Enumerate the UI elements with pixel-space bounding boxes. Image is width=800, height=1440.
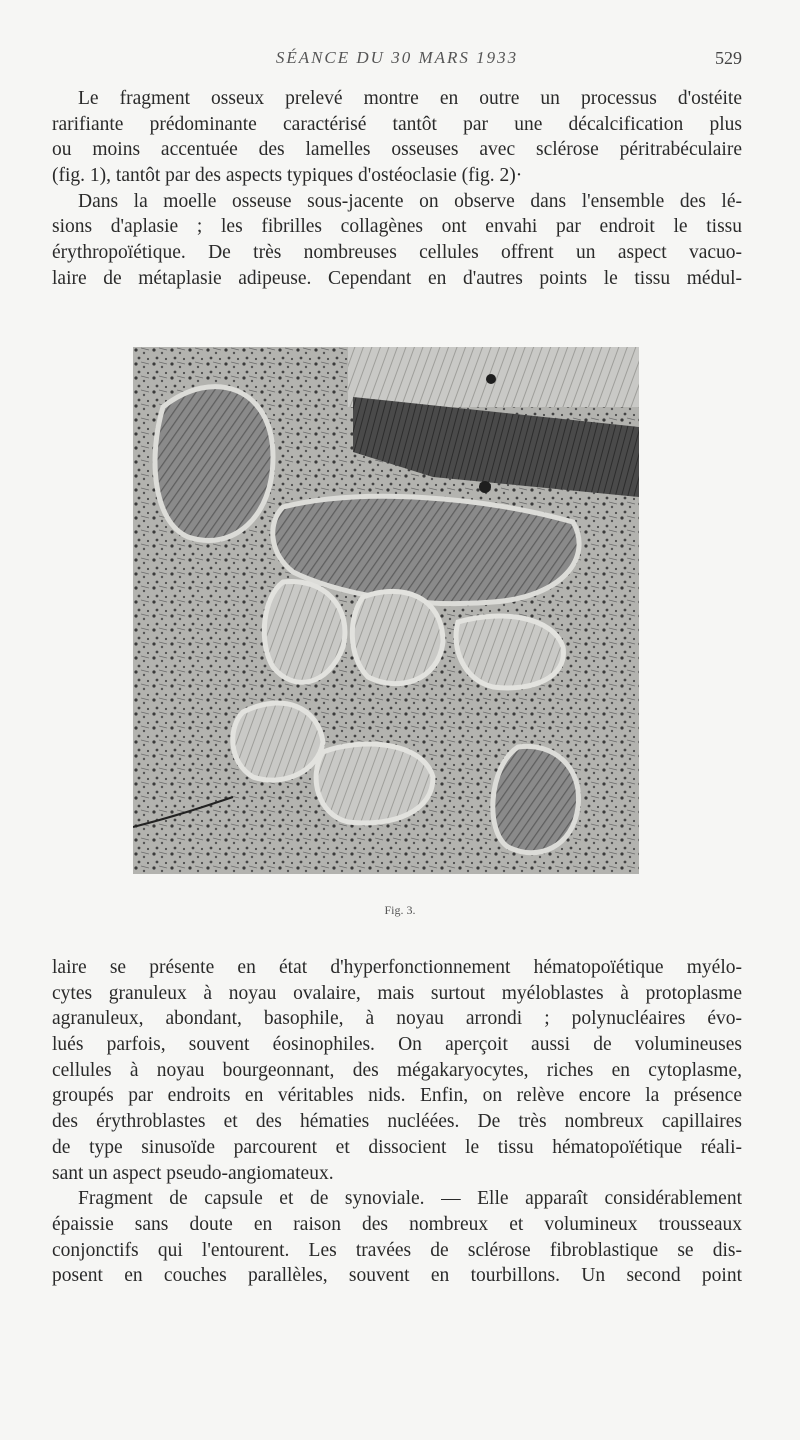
page-number: 529	[715, 48, 742, 68]
text-line: agranuleux, abondant, basophile, à noyau arrondi ; polynucléaires évo-	[52, 1008, 742, 1030]
bone-lamella-left	[155, 387, 273, 541]
bone-lamella-lower-right	[493, 746, 579, 852]
text-line: érythropoïétique. De très nombreuses cellules offrent un aspect vacuo-	[52, 242, 742, 264]
text-line: (fig. 1), tantôt par des aspects typiques d'ostéoclasie (fig. 2)·	[52, 165, 523, 187]
text-line: laire de métaplasie adipeuse. Cependant en d'autres points le tissu médul-	[52, 267, 742, 289]
text-line: de type sinusoïde parcourent et dissocient le tissu hématopoïétique réali-	[52, 1136, 742, 1158]
text-line: laire se présente en état d'hyperfonctionnement hématopoïétique myélo-	[52, 957, 742, 978]
running-head: SÉANCE DU 30 MARS 1933	[275, 48, 519, 67]
bone-lamella-lower-middle	[316, 744, 433, 823]
text-line: rarifiante prédominante caractérisé tantôt par une décalcification plus	[52, 113, 742, 135]
text-line: cytes granuleux à noyau ovalaire, mais surtout myéloblastes à protoplasme	[52, 982, 742, 1004]
text-line: ou moins accentuée des lamelles osseuses avec sclérose péritrabéculaire	[52, 139, 742, 161]
text-line: sions d'aplasie ; les fibrilles collagènes ont envahi par endroit le tissu	[52, 216, 742, 238]
dark-cell-cluster	[479, 481, 491, 493]
top-text-block	[52, 86, 742, 292]
text-line: sant un aspect pseudo-angiomateux.	[52, 1162, 334, 1184]
text-line: groupés par endroits en véritables nids. Enfin, on relève encore la présence	[52, 1085, 742, 1107]
text-line: des érythroblastes et des hématies nucléées. De très nombreux capillaires	[52, 1111, 742, 1133]
figure-micrograph	[133, 347, 639, 874]
bone-lamella-middle-left	[264, 581, 345, 682]
text-line: épaissie sans doute en raison des nombreux et volumineux trousseaux	[52, 1213, 742, 1235]
text-line: Fragment de capsule et de synoviale. — Elle apparaît considérablement	[78, 1188, 742, 1210]
text-line: Dans la moelle osseuse sous-jacente on observe dans l'ensemble des lé-	[78, 190, 742, 212]
bone-lamella-right	[456, 616, 563, 688]
text-line: cellules à noyau bourgeonnant, des mégakaryocytes, riches en cytoplasme,	[52, 1059, 742, 1081]
bottom-text-block	[52, 955, 742, 1289]
page-header	[52, 48, 742, 74]
text-line: lués parfois, souvent éosinophiles. On aperçoit aussi de volumineuses	[52, 1034, 742, 1056]
bone-lamella-middle	[352, 591, 443, 683]
bone-lamella-lower-left	[233, 703, 323, 780]
dark-cell-cluster	[486, 374, 496, 384]
histology-micrograph-image	[133, 347, 639, 874]
text-line: conjonctifs qui l'entourent. Les travées de sclérose fibroblastique se dis-	[52, 1239, 742, 1261]
text-line: Le fragment osseux prelevé montre en outre un processus d'ostéite	[78, 88, 742, 109]
text-line: posent en couches parallèles, souvent en tourbillons. Un second point	[52, 1265, 742, 1287]
figure-caption: Fig. 3.	[384, 903, 416, 917]
